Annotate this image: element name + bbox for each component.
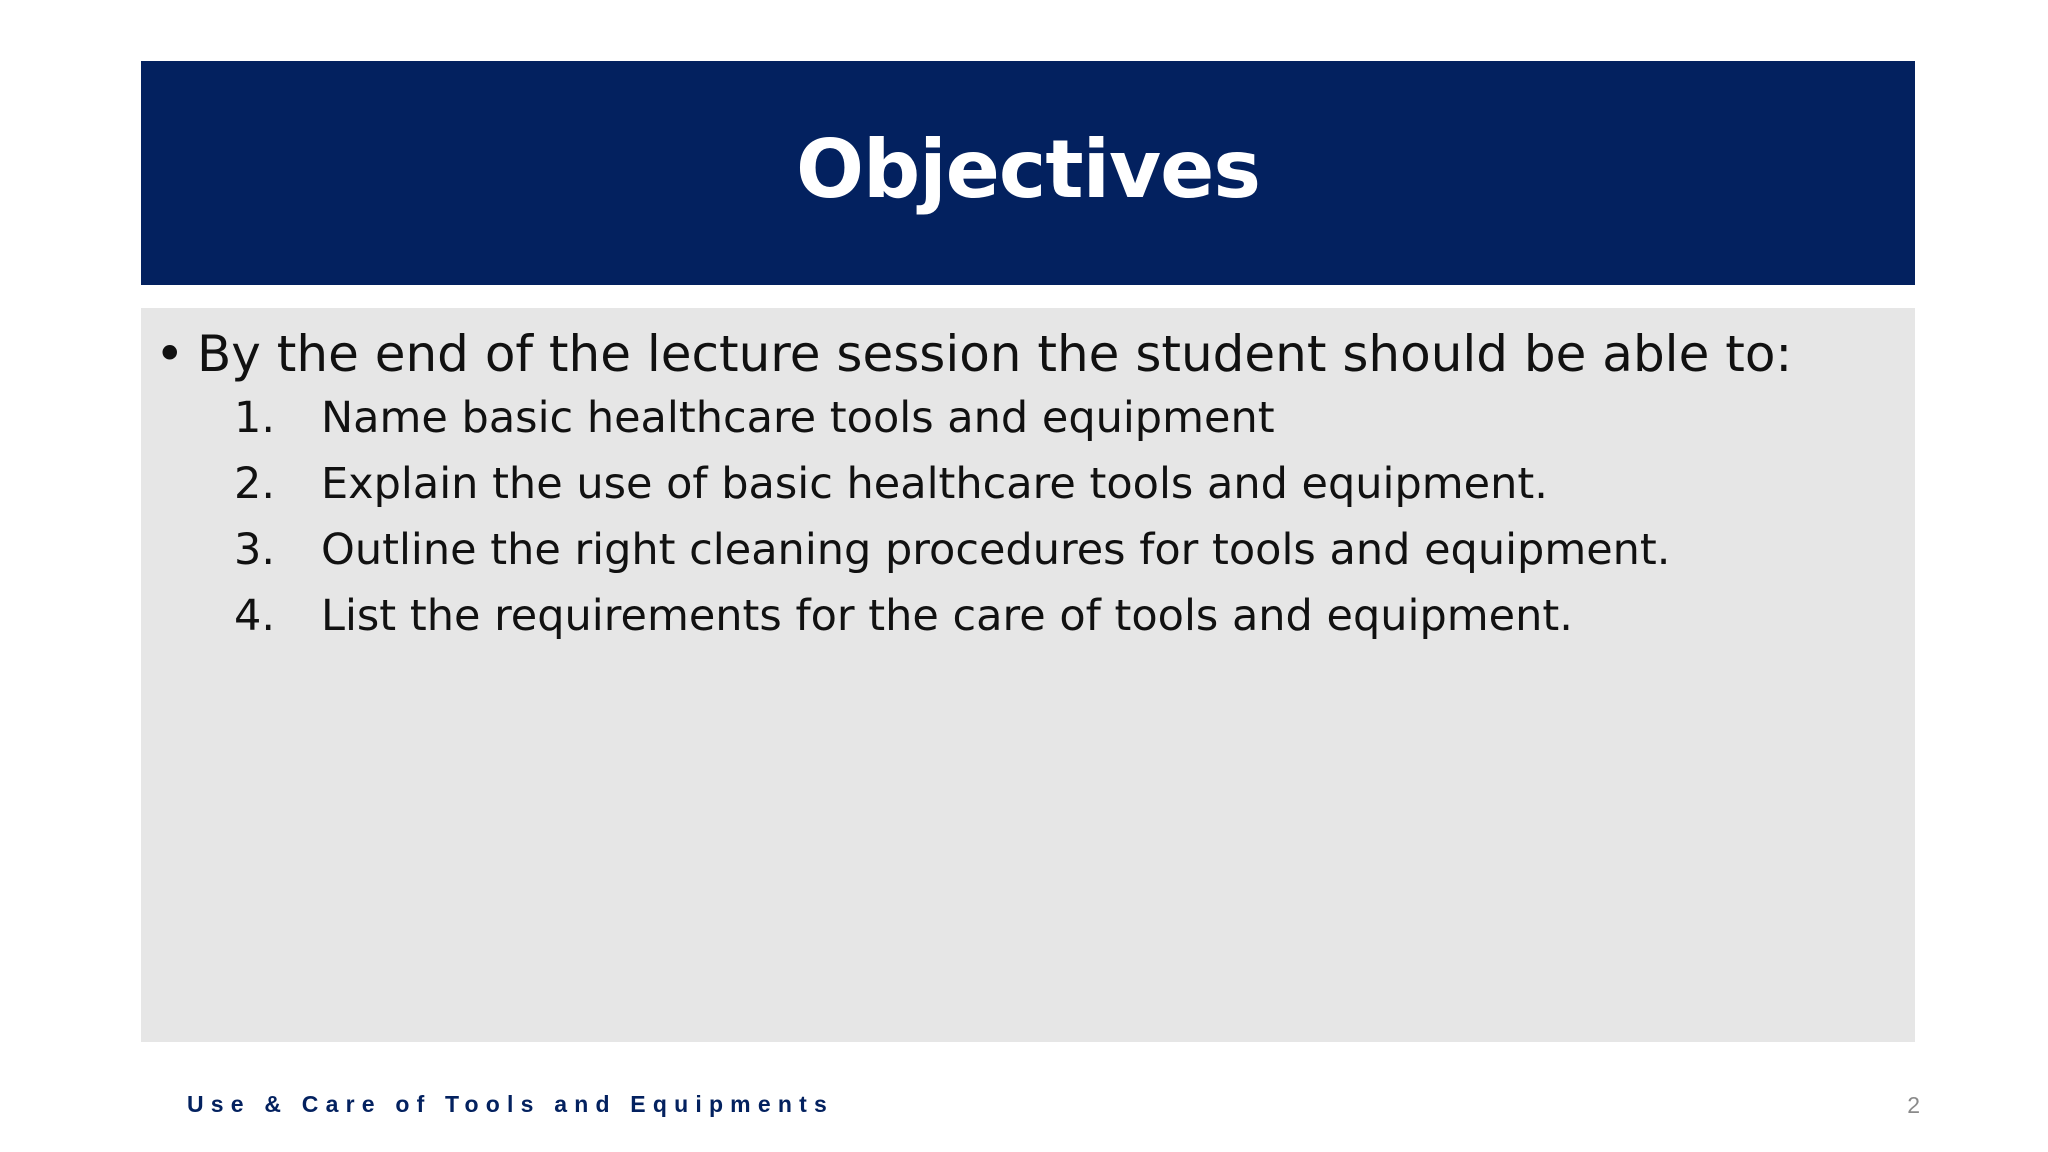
objective-text: Name basic healthcare tools and equipment (321, 393, 1275, 443)
page-number: 2 (1907, 1092, 1920, 1118)
objective-number: 2. (234, 459, 276, 509)
objective-number: 4. (234, 591, 276, 641)
bullet-icon: • (155, 325, 185, 383)
intro-bullet-line (155, 314, 1792, 394)
intro-text: By the end of the lecture session the student should be able to: (197, 325, 1793, 383)
footer-title: Use & Care of Tools and Equipments (187, 1091, 834, 1117)
title-banner (141, 61, 1915, 285)
content-box (141, 308, 1915, 1042)
objective-text: Outline the right cleaning procedures for tools and equipment. (321, 525, 1671, 575)
objective-text: List the requirements for the care of tools and equipment. (321, 591, 1573, 641)
objective-number: 3. (234, 525, 276, 575)
objective-text: Explain the use of basic healthcare tools and equipment. (321, 459, 1548, 509)
objective-number: 1. (234, 393, 276, 443)
slide-title: Objectives (795, 122, 1261, 216)
